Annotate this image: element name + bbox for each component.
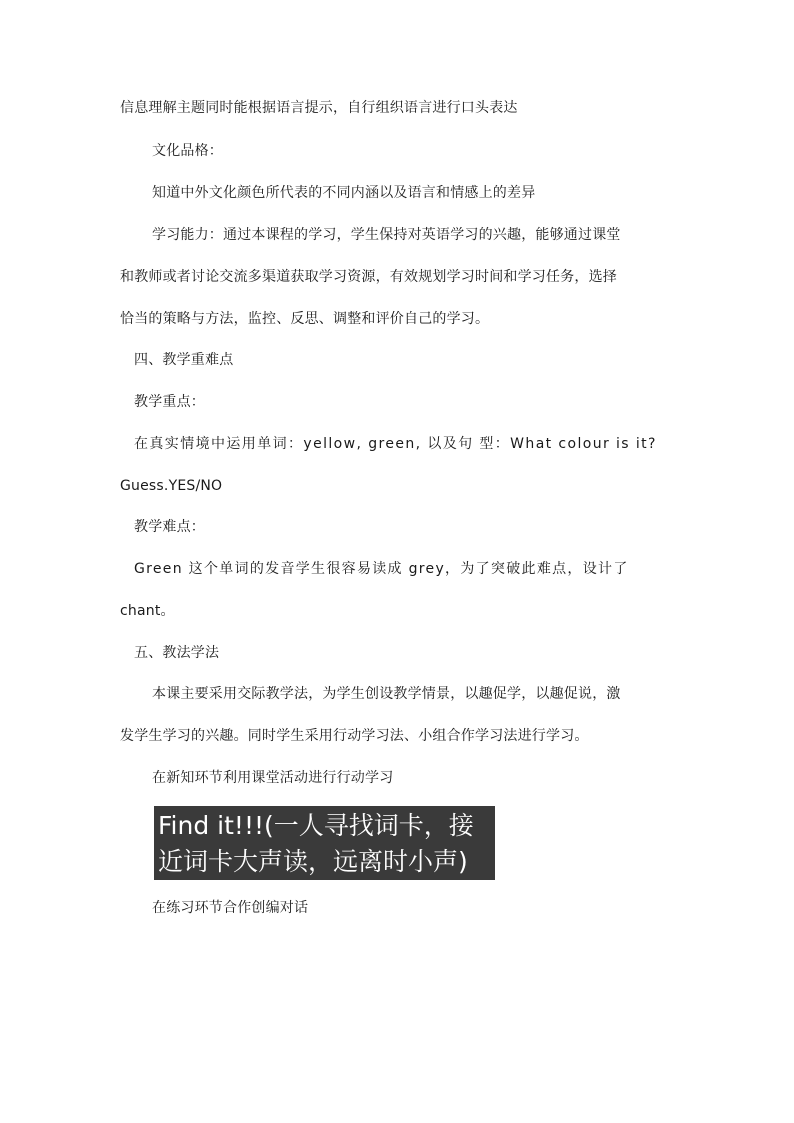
paragraph-line: 和教师或者讨论交流多渠道获取学习资源，有效规划学习时间和学习任务，选择 [120, 269, 617, 285]
paragraph-line: Green 这个单词的发音学生很容易读成 grey，为了突破此难点，设计了 [134, 561, 629, 577]
paragraph-line: 在真实情境中运用单词：yellow, green, 以及句 型：What colour is it? [134, 436, 657, 452]
paragraph-line: 信息理解主题同时能根据语言提示，自行组织语言进行口头表达 [120, 100, 518, 116]
section-label-culture: 文化品格： [152, 143, 223, 159]
callout-line: 近词卡大声读，远离时小声) [158, 847, 468, 876]
section-heading-methods: 五、教法学法 [134, 645, 220, 661]
paragraph-line: 知道中外文化颜色所代表的不同内涵以及语言和情感上的差异 [152, 185, 536, 201]
paragraph-line: 在练习环节合作创编对话 [152, 900, 309, 916]
paragraph-line: 本课主要采用交际教学法，为学生创设教学情景，以趣促学，以趣促说，激 [152, 686, 621, 702]
callout-line: Find it!!!(一人寻找词卡，接 [158, 811, 474, 840]
subheading-key-points: 教学重点： [134, 394, 205, 410]
section-heading-key-difficult: 四、教学重难点 [134, 352, 234, 368]
paragraph-line: Guess.YES/NO [120, 478, 223, 494]
paragraph-line: 发学生学习的兴趣。同时学生采用行动学习法、小组合作学习法进行学习。 [120, 728, 589, 744]
paragraph-line: 恰当的策略与方法，监控、反思、调整和评价自己的学习。 [120, 311, 490, 327]
paragraph-line: chant。 [120, 603, 175, 619]
paragraph-line: 在新知环节利用课堂活动进行行动学习 [152, 770, 394, 786]
activity-callout-box [154, 806, 495, 880]
subheading-difficult-points: 教学难点： [134, 519, 205, 535]
paragraph-line: 学习能力：通过本课程的学习，学生保持对英语学习的兴趣，能够通过课堂 [152, 227, 621, 243]
